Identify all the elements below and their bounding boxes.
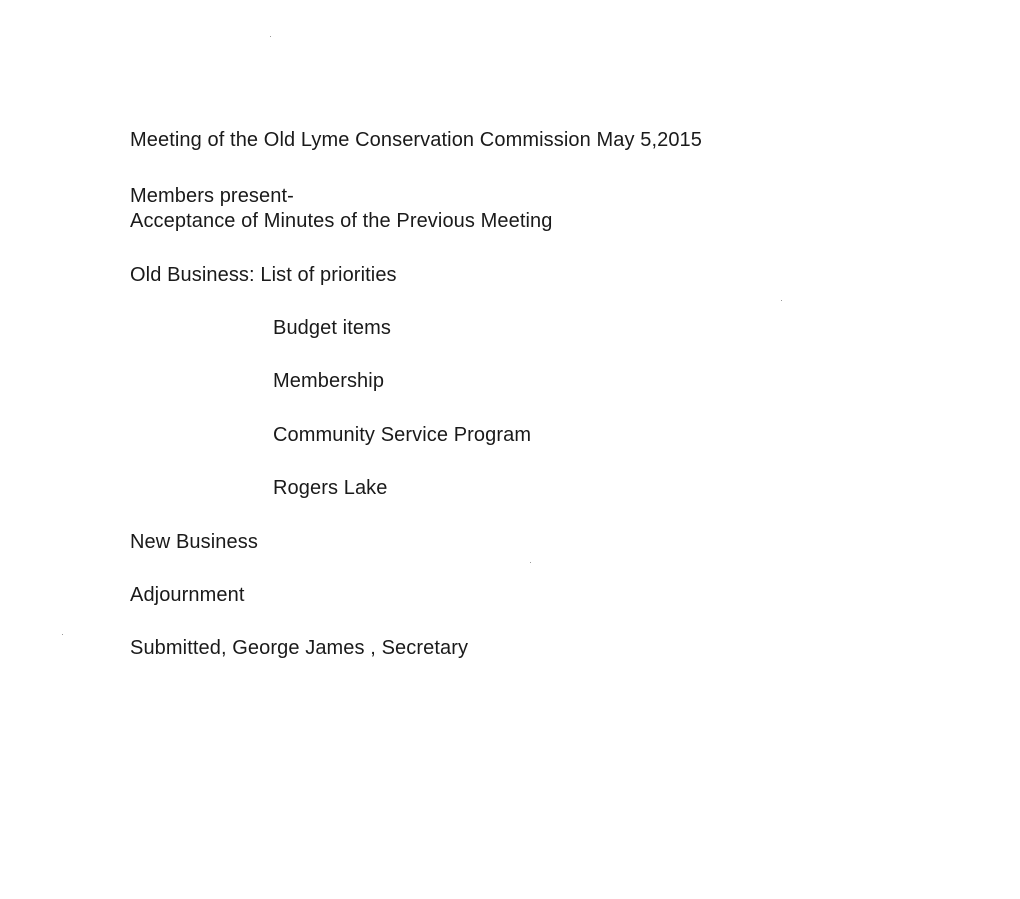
minutes-acceptance: Acceptance of Minutes of the Previous Meeting [130, 210, 553, 232]
scan-speck [530, 562, 531, 563]
new-business-heading: New Business [130, 531, 258, 553]
priority-item: Community Service Program [273, 424, 532, 446]
members-present: Members present- [130, 185, 294, 207]
priority-item: Membership [273, 370, 385, 392]
priority-item: Rogers Lake [273, 477, 388, 499]
old-business-heading: Old Business: List of priorities [130, 264, 397, 286]
priority-item: Budget items [273, 317, 391, 339]
meeting-title: Meeting of the Old Lyme Conservation Commission May 5,2015 [130, 129, 702, 151]
adjournment-heading: Adjournment [130, 584, 245, 606]
signature-line: Submitted, George James , Secretary [130, 637, 469, 659]
scan-speck [62, 634, 63, 635]
scan-speck [270, 36, 271, 37]
scan-speck [781, 300, 782, 301]
